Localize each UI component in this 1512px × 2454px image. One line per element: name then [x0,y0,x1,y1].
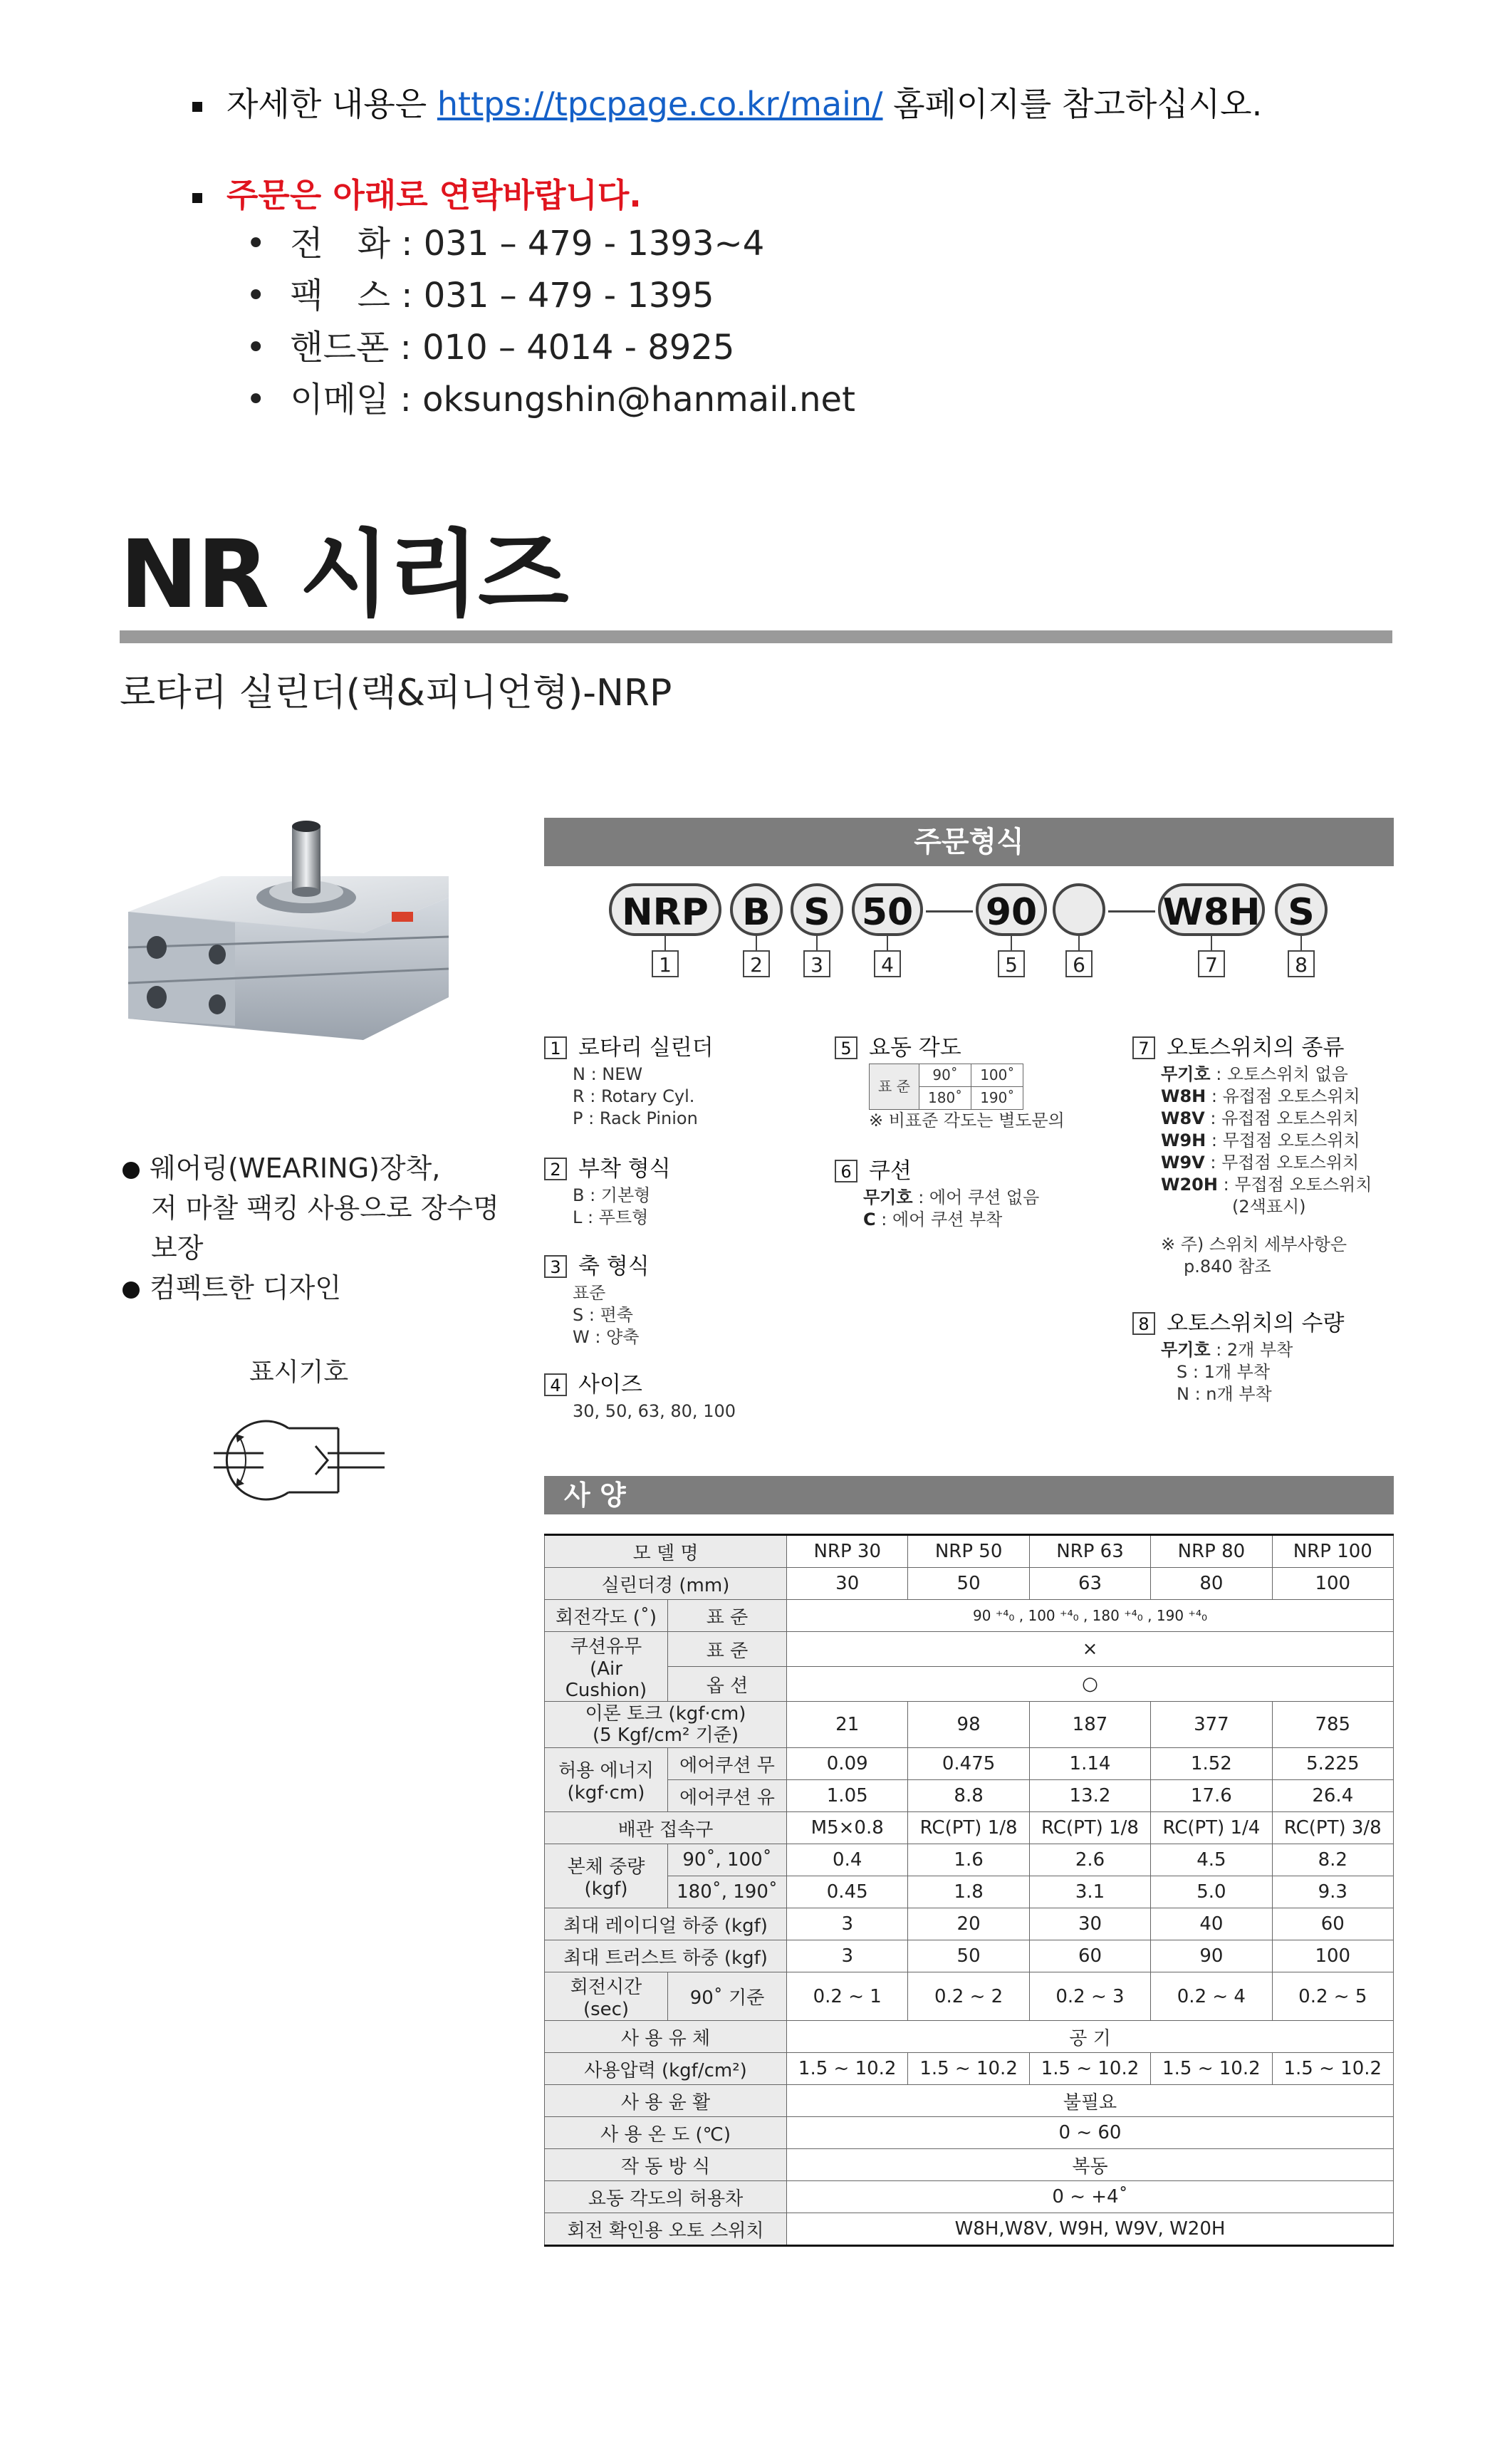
table-row [545,1844,1394,1876]
table-row [545,2085,1394,2117]
table-cell: 0 ~ 60 [787,2117,1394,2149]
option-line: (2색표시) [1232,1197,1306,1217]
row-label: 작 동 방 식 [545,2149,787,2181]
code-connector [664,936,666,950]
table-row [545,1667,1394,1702]
feature-list [122,1148,499,1308]
row-label-line: 이론 토크 (kgf·cm) [585,1703,746,1725]
table-cell: RC(PT) 3/8 [1272,1812,1393,1844]
table-row [545,1748,1394,1780]
option-line [1132,1174,1372,1196]
table-row [545,1908,1394,1940]
table-row [545,1600,1394,1632]
table-cell: 1.8 [908,1876,1029,1908]
table-cell: 60 [1029,1940,1150,1972]
code-number: 3 [803,950,830,977]
code-segment-switch-qty: S [1275,883,1328,936]
option-line [1132,1383,1344,1405]
row-label: 배관 접속구 [545,1812,787,1844]
notice-line [192,78,1262,125]
table-cell: ○ [787,1667,1394,1702]
option-size [544,1373,736,1423]
table-cell: 5.225 [1272,1748,1393,1780]
bullet-dot-icon [122,1162,140,1179]
table-row [545,1876,1394,1908]
row-sublabel: 옵 션 [668,1667,787,1702]
table-cell: M5×0.8 [787,1812,908,1844]
option-key: W8V [1161,1108,1205,1128]
table-cell: 63 [1029,1568,1150,1600]
table-cell: 3 [787,1908,908,1940]
table-cell: 0.2 ~ 3 [1029,1972,1150,2021]
option-title: 요동 각도 [869,1034,961,1061]
table-cell: 0 ~ +4˚ [787,2181,1394,2213]
option-line [1132,1108,1372,1130]
option-title: 사이즈 [578,1371,642,1398]
table-cell: 1.14 [1029,1748,1150,1780]
option-title: 부착 형식 [578,1155,671,1182]
table-cell: 20 [908,1908,1029,1940]
option-value: : 2개 부착 [1210,1340,1293,1360]
table-cell: 1.05 [787,1780,908,1812]
table-header: NRP 50 [908,1535,1029,1568]
row-label: 회전 확인용 오토 스위치 [545,2213,787,2246]
row-label-line: (5 Kgf/cm² 기준) [592,1725,739,1746]
code-number: 8 [1288,950,1315,977]
table-row [545,1780,1394,1812]
option-cushion [835,1160,1039,1231]
table-cell: 98 [908,1702,1029,1748]
code-segment-series: NRP [609,883,721,936]
option-value: : 무접점 오토스위치 [1217,1175,1372,1195]
contact-list [246,218,855,426]
option-note: ※ 주) 스위치 세부사항은 [1161,1234,1347,1254]
option-line [1132,1086,1372,1108]
table-cell: RC(PT) 1/8 [908,1812,1029,1844]
code-connector [1078,936,1080,950]
option-switch-type [1132,1036,1372,1278]
table-cell: 13.2 [1029,1780,1150,1812]
option-line [1132,1064,1372,1086]
option-value: : 에어 쿠션 부착 [875,1210,1003,1229]
option-title: 축 형식 [578,1253,650,1279]
feature-item [122,1148,499,1188]
option-line: B : 기본형 [573,1185,651,1205]
option-number: 2 [544,1158,567,1180]
table-row [545,2053,1394,2085]
option-key: 무기호 [1161,1340,1211,1360]
table-cell: 90 [1151,1940,1272,1972]
table-cell: 30 [1029,1908,1150,1940]
row-label-line: 쿠션유무 [570,1636,642,1658]
row-label: 실린더경 (mm) [545,1568,787,1600]
row-label: 요동 각도의 허용차 [545,2181,787,2213]
angle-value: 100˚ [971,1064,1023,1087]
table-cell: 17.6 [1151,1780,1272,1812]
rotary-actuator-symbol-icon [210,1414,388,1507]
table-cell: 9.3 [1272,1876,1393,1908]
table-cell: 100 [1272,1568,1393,1600]
code-connector [1211,936,1212,950]
code-segment-mount: B [730,883,783,936]
row-label [545,1702,787,1748]
option-number: 7 [1132,1036,1155,1059]
contact-mobile: • 핸드폰 : 010 – 4014 - 8925 [246,322,855,374]
table-cell: 785 [1272,1702,1393,1748]
code-number: 4 [874,950,901,977]
option-number: 1 [544,1036,567,1059]
option-line [835,1209,1039,1231]
table-cell: RC(PT) 1/8 [1029,1812,1150,1844]
contact-phone: • 전 화 : 031 – 479 - 1393~4 [246,218,855,270]
row-label: 사 용 윤 활 [545,2085,787,2117]
row-label [545,1632,668,1702]
table-cell: RC(PT) 1/4 [1151,1812,1272,1844]
option-line: R : Rotary Cyl. [573,1086,695,1106]
table-cell: 26.4 [1272,1780,1393,1812]
table-cell: 100 [1272,1940,1393,1972]
option-value: : 오토스위치 없음 [1210,1064,1348,1084]
row-sublabel: 표 준 [668,1632,787,1667]
option-title: 로타리 실린더 [578,1034,714,1061]
code-number: 2 [743,950,770,977]
table-header: NRP 80 [1151,1535,1272,1568]
bullet-square-icon [192,193,202,203]
option-key: N [1177,1384,1189,1404]
table-cell: 30 [787,1568,908,1600]
row-label [545,1748,668,1812]
row-label: 사 용 유 체 [545,2021,787,2053]
option-title: 오토스위치의 종류 [1167,1034,1345,1061]
table-cell: 공 기 [787,2021,1394,2053]
code-dash [1108,910,1155,913]
table-cell: 2.6 [1029,1844,1150,1876]
option-number: 5 [835,1036,857,1059]
series-title: NR 시리즈 [120,520,568,630]
feature-item: 보장 [151,1232,204,1264]
row-label: 최대 트러스트 하중 (kgf) [545,1940,787,1972]
table-cell: 40 [1151,1908,1272,1940]
row-label: 사용압력 (kgf/cm²) [545,2053,787,2085]
table-row [545,2117,1394,2149]
table-cell: 5.0 [1151,1876,1272,1908]
table-header: NRP 30 [787,1535,908,1568]
table-cell: 3 [787,1940,908,1972]
table-cell: 복동 [787,2149,1394,2181]
code-number: 6 [1065,950,1093,977]
row-label-line: (Air Cushion) [565,1658,647,1701]
option-line: S : 편축 [573,1305,633,1325]
angle-standard-label: 표 준 [870,1064,919,1110]
order-format-header: 주문형식 [544,818,1394,866]
option-value: : 무접점 오토스위치 [1206,1130,1360,1150]
option-line: 표준 [573,1283,606,1303]
angle-value: 190˚ [971,1087,1023,1110]
table-row [545,2181,1394,2213]
order-contact-heading [192,170,642,217]
table-cell: 0.2 ~ 5 [1272,1972,1393,2021]
table-row [545,1632,1394,1667]
table-cell: × [787,1632,1394,1667]
option-key: C [863,1210,876,1229]
option-note: p.840 참조 [1184,1257,1271,1277]
table-cell: 90 ⁺⁴₀ , 100 ⁺⁴₀ , 180 ⁺⁴₀ , 190 ⁺⁴₀ [787,1600,1394,1632]
option-value: : 무접점 오토스위치 [1204,1153,1360,1173]
option-key: 무기호 [1161,1064,1211,1084]
rotary-cylinder-image [114,812,449,1083]
table-cell: 0.475 [908,1748,1029,1780]
table-cell: 80 [1151,1568,1272,1600]
option-key: S [1177,1362,1188,1382]
option-line: N : NEW [573,1064,643,1084]
row-sublabel: 90˚ 기준 [668,1972,787,2021]
code-number: 5 [998,950,1025,977]
table-row [545,1812,1394,1844]
table-row [545,2021,1394,2053]
table-cell: W8H,W8V, W9H, W9V, W20H [787,2213,1394,2246]
table-cell: 8.8 [908,1780,1029,1812]
table-cell: 1.6 [908,1844,1029,1876]
option-value: : 에어 쿠션 없음 [912,1187,1040,1207]
feature-item: 저 마찰 팩킹 사용으로 장수명 [151,1192,499,1224]
row-label: 최대 레이디얼 하중 (kgf) [545,1908,787,1940]
feature-text: 웨어링(WEARING)장착, [150,1153,441,1184]
table-cell: 1.52 [1151,1748,1272,1780]
row-sublabel: 180˚, 190˚ [668,1876,787,1908]
table-cell: 불필요 [787,2085,1394,2117]
table-cell: 1.5 ~ 10.2 [787,2053,908,2085]
table-cell: 1.5 ~ 10.2 [1151,2053,1272,2085]
option-rotary-cylinder [544,1036,714,1130]
option-number: 3 [544,1255,567,1278]
code-segment-size: 50 [852,883,923,936]
code-segment-shaft: S [791,883,843,936]
table-cell: 0.2 ~ 2 [908,1972,1029,2021]
notice-suffix: 홈페이지를 참고하십시오. [882,85,1263,123]
table-cell: 0.4 [787,1844,908,1876]
option-number: 4 [544,1373,567,1396]
spec-table [544,1534,1394,2247]
table-cell: 21 [787,1702,908,1748]
notice-prefix: 자세한 내용은 [226,85,437,123]
code-connector [756,936,757,950]
option-number: 6 [835,1160,857,1182]
row-label: 회전시간 (sec) [545,1972,668,2021]
option-value: : 유접점 오토스위치 [1204,1108,1360,1128]
option-swing-angle [835,1036,1065,1132]
table-row [545,1702,1394,1748]
row-label-line: (kgf·cm) [567,1782,645,1804]
option-line [1132,1339,1344,1361]
angle-value: 90˚ [919,1064,971,1087]
table-row [545,1568,1394,1600]
option-number: 8 [1132,1312,1155,1335]
table-cell: 0.09 [787,1748,908,1780]
table-cell: 187 [1029,1702,1150,1748]
table-cell: 50 [908,1568,1029,1600]
row-label: 본체 중량(kgf) [545,1844,668,1908]
table-cell: 60 [1272,1908,1393,1940]
table-row [545,2149,1394,2181]
spec-header: 사 양 [544,1476,1394,1514]
table-cell: 1.5 ~ 10.2 [1272,2053,1393,2085]
option-line: L : 푸트형 [573,1207,649,1227]
table-cell: 377 [1151,1702,1272,1748]
feature-item [122,1268,499,1308]
option-mount-type [544,1155,671,1229]
row-sublabel: 에어쿠션 무 [668,1748,787,1780]
table-header: NRP 100 [1272,1535,1393,1568]
option-key: W9H [1161,1130,1206,1150]
option-title: 쿠션 [869,1158,912,1184]
product-subtitle: 로타리 실린더(랙&피니언형)-NRP [120,672,672,714]
option-key: W8H [1161,1086,1206,1106]
option-line [1132,1152,1372,1174]
code-connector [816,936,818,950]
code-number: 1 [652,950,679,977]
row-label: 사 용 온 도 (℃) [545,2117,787,2149]
table-cell: 50 [908,1940,1029,1972]
code-segment-switch: W8H [1158,883,1265,936]
table-row [545,2213,1394,2246]
code-connector [1300,936,1302,950]
table-cell: 0.45 [787,1876,908,1908]
option-value: : 유접점 오토스위치 [1206,1086,1360,1106]
table-cell: 0.2 ~ 4 [1151,1972,1272,2021]
code-dash [926,910,973,913]
option-value: : n개 부착 [1189,1384,1272,1404]
option-key: W9V [1161,1153,1205,1173]
table-cell: 8.2 [1272,1844,1393,1876]
bullet-square-icon [192,102,202,112]
code-segment-cushion [1053,883,1105,936]
option-line: W : 양축 [573,1327,640,1347]
table-cell: 3.1 [1029,1876,1150,1908]
angle-value: 180˚ [919,1087,971,1110]
code-connector [887,936,888,950]
order-contact-title: 주문은 아래로 연락바랍니다. [226,176,642,214]
option-value: : 1개 부착 [1187,1362,1271,1382]
row-sublabel: 에어쿠션 유 [668,1780,787,1812]
feature-text: 컴펙트한 디자인 [150,1272,342,1304]
table-header: 모 델 명 [545,1535,787,1568]
homepage-link[interactable]: https://tpcpage.co.kr/main/ [437,85,883,123]
code-number: 7 [1198,950,1225,977]
option-line: P : Rack Pinion [573,1108,698,1128]
table-header: NRP 63 [1029,1535,1150,1568]
option-title: 오토스위치의 수량 [1167,1310,1345,1336]
contact-fax: • 팩 스 : 031 – 479 - 1395 [246,270,855,322]
table-cell: 1.5 ~ 10.2 [908,2053,1029,2085]
option-key: W20H [1161,1175,1218,1195]
row-label-line: 허용 에너지 [558,1760,654,1782]
option-line [1132,1130,1372,1152]
option-switch-quantity [1132,1312,1344,1405]
table-cell: 4.5 [1151,1844,1272,1876]
row-sublabel: 표 준 [668,1600,787,1632]
option-line: 30, 50, 63, 80, 100 [573,1401,736,1421]
table-cell: 1.5 ~ 10.2 [1029,2053,1150,2085]
table-row [545,1535,1394,1568]
option-line [1132,1361,1344,1383]
code-connector [1011,936,1012,950]
angle-note: ※ 비표준 각도는 별도문의 [869,1111,1065,1130]
row-label: 회전각도 (˚) [545,1600,668,1632]
symbol-label: 표시기호 [249,1358,349,1387]
option-shaft-type [544,1255,650,1348]
row-sublabel: 90˚, 100˚ [668,1844,787,1876]
angle-table [869,1064,1023,1110]
contact-email: • 이메일 : oksungshin@hanmail.net [246,374,855,426]
table-cell: 0.2 ~ 1 [787,1972,908,2021]
title-divider [120,630,1392,643]
bullet-dot-icon [122,1281,140,1299]
table-row [545,1972,1394,2021]
option-key: 무기호 [863,1187,913,1207]
code-segment-angle: 90 [976,883,1047,936]
option-line [835,1187,1039,1209]
table-row [545,1940,1394,1972]
